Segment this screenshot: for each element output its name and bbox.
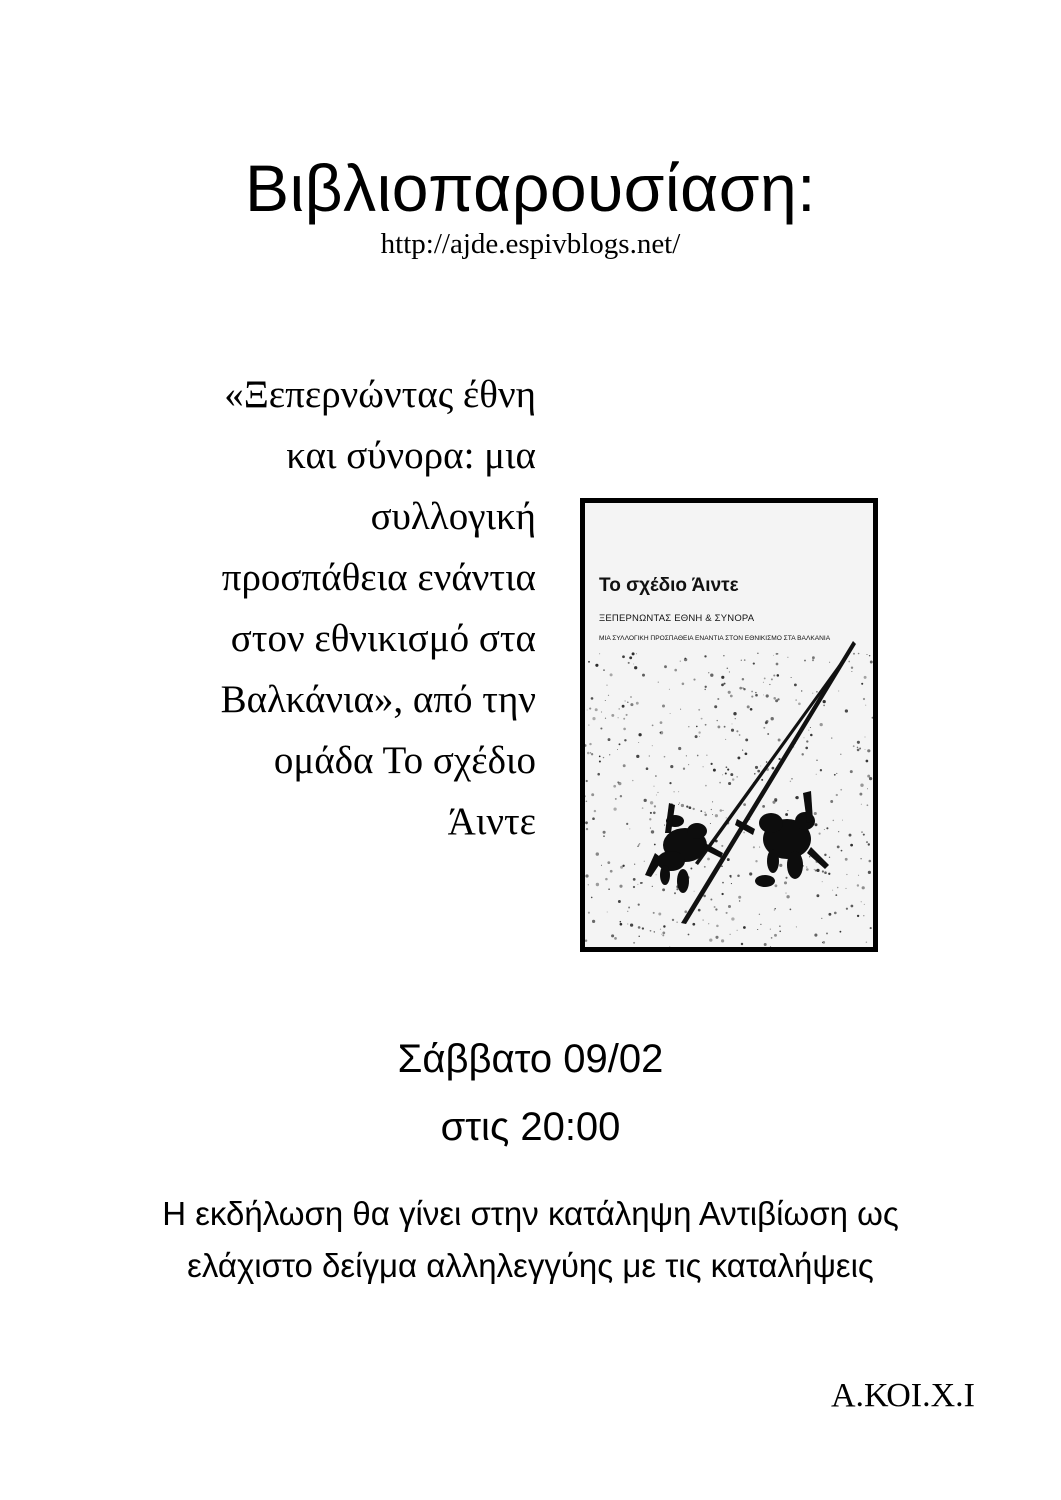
book-cover-image	[580, 498, 878, 952]
event-date: Σάββατο 09/02	[397, 1037, 664, 1081]
book-description-line: και σύνορα: μια	[286, 434, 536, 477]
book-description-line: Βαλκάνια», από την	[220, 678, 536, 721]
book-description-line: Άιντε	[447, 800, 536, 843]
website-url: http://ajde.espivblogs.net/	[380, 228, 681, 260]
book-cover-artwork	[585, 503, 873, 947]
signature: Α.ΚΟΙ.Χ.Ι	[830, 1377, 975, 1414]
cover-title: Το σχέδιο Άιντε	[599, 575, 739, 596]
event-note-line: ελάχιστο δείγμα αλληλεγγύης με τις καταλήψεις	[187, 1247, 874, 1284]
cover-subtitle: ΞΕΠΕΡΝΩΝΤΑΣ ΕΘΝΗ & ΣΥΝΟΡΑ	[599, 613, 755, 624]
event-time: στις 20:00	[440, 1105, 621, 1149]
book-description-line: συλλογική	[370, 495, 536, 538]
book-description	[110, 364, 536, 852]
book-description-line: ομάδα Το σχέδιο	[273, 739, 536, 782]
page-title: Βιβλιοπαρουσίαση:	[244, 151, 816, 225]
book-description-line: προσπάθεια ενάντια	[221, 556, 536, 599]
book-description-line: στον εθνικισμό στα	[230, 617, 536, 660]
book-description-line: «Ξεπερνώντας έθνη	[224, 373, 536, 416]
event-note-line: Η εκδήλωση θα γίνει στην κατάληψη Αντιβίωση ως	[162, 1195, 899, 1232]
cover-tagline: ΜΙΑ ΣΥΛΛΟΓΙΚΗ ΠΡΟΣΠΑΘΕΙΑ ΕΝΑΝΤΙΑ ΣΤΟΝ ΕΘΝΙΚΙΣΜΟ ΣΤΑ ΒΑΛΚΑΝΙΑ	[599, 635, 831, 642]
